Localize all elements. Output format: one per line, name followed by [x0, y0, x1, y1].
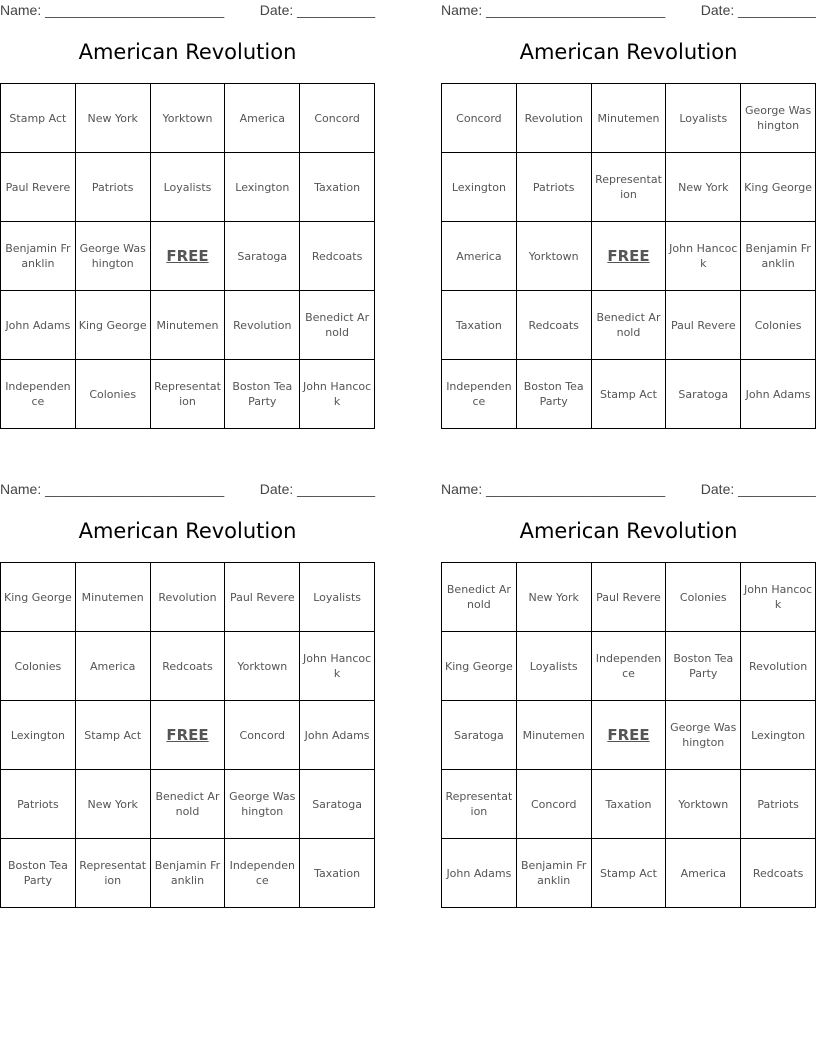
grid-cell[interactable]: Patriots: [516, 153, 591, 222]
grid-cell[interactable]: John Adams: [1, 291, 76, 360]
grid-cell[interactable]: King George: [442, 632, 517, 701]
grid-cell[interactable]: Stamp Act: [75, 701, 150, 770]
grid-cell[interactable]: King George: [75, 291, 150, 360]
grid-cell[interactable]: Loyalists: [666, 84, 741, 153]
grid-cell[interactable]: Stamp Act: [591, 360, 666, 429]
grid-cell[interactable]: Boston Tea Party: [516, 360, 591, 429]
bingo-grid: [441, 562, 816, 908]
bingo-card: [441, 479, 816, 887]
name-field[interactable]: Name: _______________________: [441, 2, 666, 18]
grid-cell[interactable]: Paul Revere: [666, 291, 741, 360]
name-field[interactable]: Name: _______________________: [0, 2, 225, 18]
grid-cell[interactable]: King George: [1, 563, 76, 632]
grid-cell[interactable]: Benjamin Franklin: [516, 839, 591, 908]
grid-cell[interactable]: Benjamin Franklin: [741, 222, 816, 291]
card-header: [441, 0, 816, 22]
name-field[interactable]: Name: _______________________: [0, 481, 225, 497]
grid-cell[interactable]: Stamp Act: [1, 84, 76, 153]
grid-cell[interactable]: Boston Tea Party: [666, 632, 741, 701]
grid-cell[interactable]: John Hancock: [741, 563, 816, 632]
grid-cell[interactable]: John Hancock: [300, 360, 375, 429]
grid-row: [1, 839, 375, 908]
grid-row: [442, 360, 816, 429]
grid-cell[interactable]: New York: [666, 153, 741, 222]
free-space-cell[interactable]: FREE: [150, 701, 225, 770]
grid-cell[interactable]: Saratoga: [300, 770, 375, 839]
grid-cell[interactable]: Saratoga: [666, 360, 741, 429]
free-space-cell[interactable]: FREE: [591, 701, 666, 770]
card-header: [0, 479, 375, 501]
grid-cell[interactable]: Revolution: [150, 563, 225, 632]
bingo-grid: [0, 83, 375, 429]
grid-cell[interactable]: Independence: [591, 632, 666, 701]
grid-cell[interactable]: John Adams: [741, 360, 816, 429]
card-header: [441, 479, 816, 501]
card-title: American Revolution: [519, 40, 738, 64]
grid-cell[interactable]: Taxation: [591, 770, 666, 839]
grid-row: [1, 563, 375, 632]
grid-cell[interactable]: King George: [741, 153, 816, 222]
grid-cell[interactable]: America: [442, 222, 517, 291]
grid-cell[interactable]: Redcoats: [516, 291, 591, 360]
grid-cell[interactable]: Independence: [442, 360, 517, 429]
grid-cell[interactable]: John Hancock: [666, 222, 741, 291]
grid-row: [442, 632, 816, 701]
bingo-card: [0, 0, 375, 408]
card-title: American Revolution: [78, 40, 297, 64]
grid-cell[interactable]: Taxation: [442, 291, 517, 360]
grid-row: [442, 701, 816, 770]
grid-cell[interactable]: Colonies: [741, 291, 816, 360]
grid-cell[interactable]: Taxation: [300, 839, 375, 908]
grid-cell[interactable]: Benedict Arnold: [150, 770, 225, 839]
grid-row: [442, 153, 816, 222]
grid-cell[interactable]: New York: [516, 563, 591, 632]
grid-cell[interactable]: New York: [75, 770, 150, 839]
grid-cell[interactable]: Colonies: [75, 360, 150, 429]
grid-cell[interactable]: Revolution: [741, 632, 816, 701]
grid-cell[interactable]: America: [666, 839, 741, 908]
grid-cell[interactable]: Colonies: [666, 563, 741, 632]
card-title: American Revolution: [519, 519, 738, 543]
grid-cell[interactable]: Representation: [150, 360, 225, 429]
grid-cell[interactable]: Redcoats: [741, 839, 816, 908]
grid-cell[interactable]: Revolution: [516, 84, 591, 153]
grid-cell[interactable]: Representation: [75, 839, 150, 908]
grid-cell[interactable]: Benedict Arnold: [300, 291, 375, 360]
grid-row: [442, 291, 816, 360]
grid-cell[interactable]: Patriots: [75, 153, 150, 222]
grid-cell[interactable]: Loyalists: [150, 153, 225, 222]
grid-cell[interactable]: Representation: [591, 153, 666, 222]
grid-cell[interactable]: America: [75, 632, 150, 701]
grid-cell[interactable]: George Washington: [225, 770, 300, 839]
free-space-cell[interactable]: FREE: [591, 222, 666, 291]
grid-cell[interactable]: Redcoats: [300, 222, 375, 291]
grid-cell[interactable]: John Adams: [442, 839, 517, 908]
grid-cell[interactable]: Colonies: [1, 632, 76, 701]
bingo-grid: [441, 83, 816, 429]
grid-row: [442, 770, 816, 839]
grid-row: [1, 770, 375, 839]
grid-cell[interactable]: Saratoga: [442, 701, 517, 770]
grid-cell[interactable]: Lexington: [741, 701, 816, 770]
grid-cell[interactable]: Loyalists: [516, 632, 591, 701]
grid-cell[interactable]: Lexington: [225, 153, 300, 222]
card-header: [0, 0, 375, 22]
bingo-grid: [0, 562, 375, 908]
grid-cell[interactable]: Patriots: [741, 770, 816, 839]
grid-cell[interactable]: George Washington: [75, 222, 150, 291]
grid-cell[interactable]: Taxation: [300, 153, 375, 222]
grid-row: [1, 153, 375, 222]
grid-cell[interactable]: Concord: [225, 701, 300, 770]
grid-cell[interactable]: Saratoga: [225, 222, 300, 291]
grid-cell[interactable]: Benedict Arnold: [591, 291, 666, 360]
grid-cell[interactable]: New York: [75, 84, 150, 153]
grid-cell[interactable]: Patriots: [1, 770, 76, 839]
grid-cell[interactable]: Loyalists: [300, 563, 375, 632]
grid-cell[interactable]: Yorktown: [516, 222, 591, 291]
grid-cell[interactable]: Minutemen: [150, 291, 225, 360]
date-field[interactable]: Date: __________: [700, 481, 816, 497]
grid-row: [442, 84, 816, 153]
grid-cell[interactable]: Independence: [225, 839, 300, 908]
name-field[interactable]: Name: _______________________: [441, 481, 666, 497]
grid-cell[interactable]: Stamp Act: [591, 839, 666, 908]
grid-cell[interactable]: Minutemen: [75, 563, 150, 632]
grid-cell[interactable]: Minutemen: [591, 84, 666, 153]
date-field[interactable]: Date: __________: [700, 2, 816, 18]
grid-cell[interactable]: George Washington: [741, 84, 816, 153]
grid-cell[interactable]: Benjamin Franklin: [150, 839, 225, 908]
grid-cell[interactable]: Boston Tea Party: [1, 839, 76, 908]
grid-row: [1, 222, 375, 291]
grid-cell[interactable]: Yorktown: [225, 632, 300, 701]
grid-row: [1, 632, 375, 701]
grid-row: [1, 291, 375, 360]
grid-cell[interactable]: Concord: [516, 770, 591, 839]
grid-cell[interactable]: Revolution: [225, 291, 300, 360]
grid-row: [1, 84, 375, 153]
grid-cell[interactable]: Boston Tea Party: [225, 360, 300, 429]
grid-cell[interactable]: Yorktown: [666, 770, 741, 839]
grid-cell[interactable]: Representation: [442, 770, 517, 839]
grid-cell[interactable]: Independence: [1, 360, 76, 429]
grid-cell[interactable]: America: [225, 84, 300, 153]
grid-row: [442, 222, 816, 291]
grid-cell[interactable]: Paul Revere: [225, 563, 300, 632]
date-field[interactable]: Date: __________: [259, 2, 375, 18]
grid-cell[interactable]: Concord: [300, 84, 375, 153]
grid-cell[interactable]: Minutemen: [516, 701, 591, 770]
grid-row: [442, 839, 816, 908]
grid-cell[interactable]: Concord: [442, 84, 517, 153]
grid-row: [1, 701, 375, 770]
bingo-card: [441, 0, 816, 408]
grid-row: [442, 563, 816, 632]
date-field[interactable]: Date: __________: [259, 481, 375, 497]
grid-cell[interactable]: Lexington: [1, 701, 76, 770]
free-space-cell[interactable]: FREE: [150, 222, 225, 291]
bingo-card: [0, 479, 375, 887]
grid-cell[interactable]: Benjamin Franklin: [1, 222, 76, 291]
grid-cell[interactable]: Yorktown: [150, 84, 225, 153]
grid-cell[interactable]: John Hancock: [300, 632, 375, 701]
grid-row: [1, 360, 375, 429]
grid-cell[interactable]: John Adams: [300, 701, 375, 770]
grid-cell[interactable]: George Washington: [666, 701, 741, 770]
card-title: American Revolution: [78, 519, 297, 543]
grid-cell[interactable]: Paul Revere: [591, 563, 666, 632]
grid-cell[interactable]: Redcoats: [150, 632, 225, 701]
grid-cell[interactable]: Lexington: [442, 153, 517, 222]
grid-cell[interactable]: Benedict Arnold: [442, 563, 517, 632]
grid-cell[interactable]: Paul Revere: [1, 153, 76, 222]
